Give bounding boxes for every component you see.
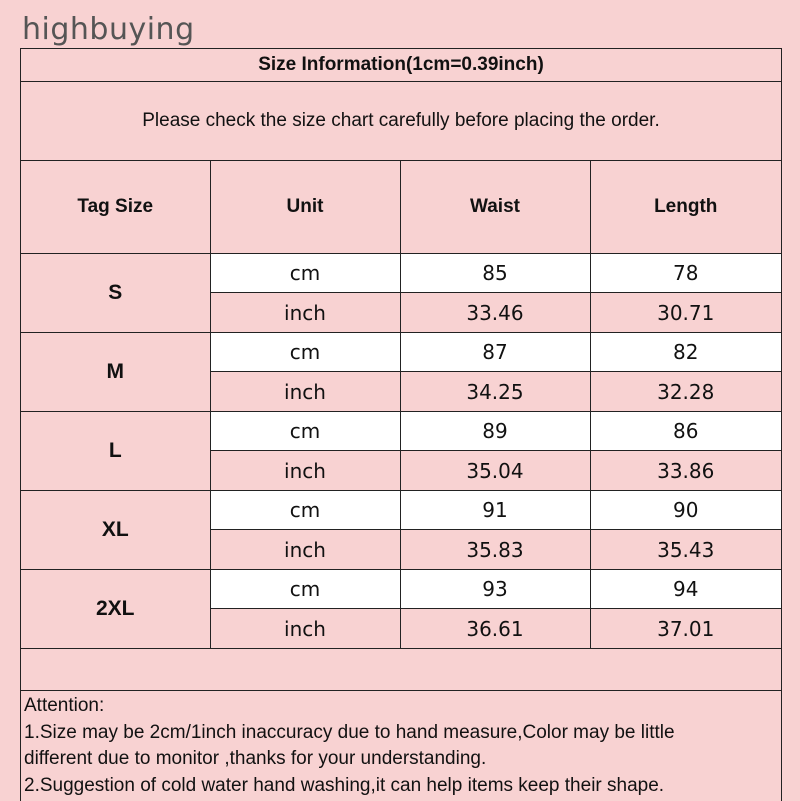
table-header-row <box>21 161 781 254</box>
attention-line: 2.Suggestion of cold water hand washing,it can help items keep their shape. <box>24 774 665 796</box>
attention-line: different due to monitor ,thanks for your understanding. <box>24 748 487 769</box>
table-row <box>21 333 781 372</box>
length-cell: 33.86 <box>590 451 781 491</box>
waist-cell: 87 <box>400 333 590 372</box>
length-cell: 86 <box>590 412 781 451</box>
unit-cell: cm <box>210 333 400 372</box>
header-unit: Unit <box>210 161 400 254</box>
waist-cell: 89 <box>400 412 590 451</box>
waist-cell: 85 <box>400 254 590 293</box>
tag-size-cell: 2XL <box>21 570 210 649</box>
size-chart-sheet <box>20 48 782 801</box>
attention-notes <box>24 693 779 799</box>
tag-size-cell: M <box>21 333 210 412</box>
waist-cell: 36.61 <box>400 609 590 649</box>
size-chart-notice: Please check the size chart carefully before placing the order. <box>21 82 781 161</box>
unit-cell: cm <box>210 412 400 451</box>
unit-cell: inch <box>210 293 400 333</box>
tag-size-cell: S <box>21 254 210 333</box>
header-waist: Waist <box>400 161 590 254</box>
length-cell: 78 <box>590 254 781 293</box>
table-row <box>21 412 781 451</box>
attention-heading: Attention: <box>24 695 105 716</box>
unit-cell: inch <box>210 451 400 491</box>
unit-cell: inch <box>210 530 400 570</box>
header-length: Length <box>590 161 781 254</box>
attention-line: 1.Size may be 2cm/1inch inaccuracy due to hand measure,Color may be little <box>24 721 675 743</box>
table-row <box>21 254 781 293</box>
table-row <box>21 570 781 609</box>
length-cell: 35.43 <box>590 530 781 570</box>
waist-cell: 35.83 <box>400 530 590 570</box>
unit-cell: cm <box>210 570 400 609</box>
tag-size-cell: L <box>21 412 210 491</box>
length-cell: 32.28 <box>590 372 781 412</box>
spacer-row <box>21 653 781 691</box>
length-cell: 82 <box>590 333 781 372</box>
length-cell: 94 <box>590 570 781 609</box>
length-cell: 90 <box>590 491 781 530</box>
unit-cell: inch <box>210 372 400 412</box>
size-chart-title: Size Information(1cm=0.39inch) <box>21 49 781 82</box>
table-row <box>21 491 781 530</box>
unit-cell: cm <box>210 491 400 530</box>
waist-cell: 93 <box>400 570 590 609</box>
length-cell: 37.01 <box>590 609 781 649</box>
header-tag-size: Tag Size <box>21 161 210 254</box>
waist-cell: 91 <box>400 491 590 530</box>
watermark-text: highbuying <box>22 12 195 47</box>
unit-cell: inch <box>210 609 400 649</box>
waist-cell: 35.04 <box>400 451 590 491</box>
unit-cell: cm <box>210 254 400 293</box>
waist-cell: 33.46 <box>400 293 590 333</box>
size-table <box>21 161 781 649</box>
tag-size-cell: XL <box>21 491 210 570</box>
waist-cell: 34.25 <box>400 372 590 412</box>
length-cell: 30.71 <box>590 293 781 333</box>
